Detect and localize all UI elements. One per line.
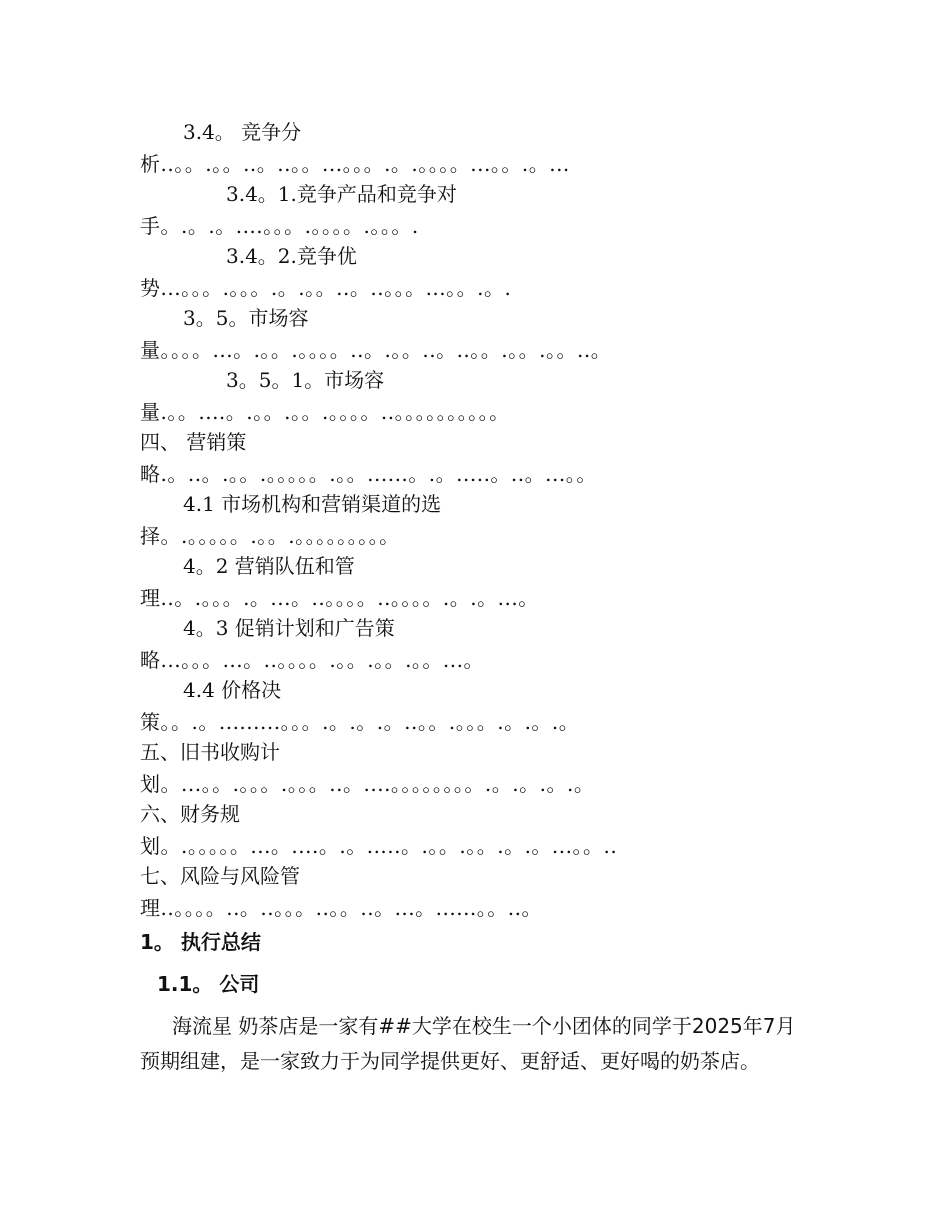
company-paragraph: 海流星 奶茶店是一家有##大学在校生一个小团体的同学于2025年7月预期组建，是一家致力于为同学提供更好、更舒适、更好喝的奶茶店。 <box>140 1014 796 1073</box>
heading-executive-summary: 1。 执行总结 <box>140 930 261 954</box>
toc-entry-label[interactable]: 4。3 促销计划和广告策 <box>183 616 395 640</box>
toc-entry-label[interactable]: 四、 营销策 <box>140 430 247 454</box>
toc-entry-leader: 势...。。。.。。。.。.。。..。..。。。...。。.。. <box>140 276 512 300</box>
toc-entry-label[interactable]: 3。5。市场容 <box>183 306 309 330</box>
toc-entry-leader: 理..。。。。..。..。。。..。。..。...。......。。..。 <box>140 896 543 920</box>
toc-entry-label[interactable]: 五、旧书收购计 <box>140 740 280 764</box>
toc-entry-label[interactable]: 3.4。1.竞争产品和竞争对 <box>226 182 457 206</box>
toc-entry-label[interactable]: 4.4 价格决 <box>183 678 282 702</box>
toc-entry-leader: 略...。。。...。..。。。。.。。.。。.。。...。 <box>140 648 485 672</box>
toc-entry-leader: 量.。。....。.。。.。。.。。。。..。。。。。。。。。。 <box>140 400 510 424</box>
toc-entry-label[interactable]: 3.4。 竞争分 <box>183 120 302 144</box>
toc-entry-leader: 择。.。。。。。.。。.。。。。。。。。。 <box>140 524 400 548</box>
toc-entry-label[interactable]: 六、财务规 <box>140 802 240 826</box>
toc-entry-label[interactable]: 3。5。1。市场容 <box>226 368 385 392</box>
toc-entry-leader: 策。。.。.........。。。.。.。.。..。。.。。。.。.。.。 <box>140 710 580 734</box>
toc-entry-leader: 手。.。.。....。。。.。。。。.。。。. <box>140 214 419 238</box>
toc-entry-leader: 析..。。.。。..。..。。...。。。.。.。。。。...。。.。... <box>140 152 570 176</box>
toc-entry-leader: 略.。..。.。。.。。。。。.。。......。.。.....。..。...。。 <box>140 462 597 486</box>
heading-company: 1.1。 公司 <box>157 972 260 996</box>
toc-entry-leader: 量。。。。...。.。。.。。。。..。.。。..。..。。.。。.。。..。 <box>140 338 612 362</box>
toc-entry-label[interactable]: 4.1 市场机构和营销渠道的选 <box>183 492 442 516</box>
toc-entry-leader: 理..。.。。。.。...。..。。。。..。。。。.。.。...。 <box>140 586 539 610</box>
toc-entry-leader: 划。.。。。。。...。....。.。.....。.。。.。。.。.。...。。.. <box>140 834 618 858</box>
toc-entry-label[interactable]: 七、风险与风险管 <box>140 864 300 888</box>
toc-entry-label[interactable]: 4。2 营销队伍和管 <box>183 554 355 578</box>
toc-entry-leader: 划。...。。.。。。.。。。..。....。。。。。。。。.。.。.。.。 <box>140 772 595 796</box>
toc-entry-label[interactable]: 3.4。2.竞争优 <box>226 244 357 268</box>
